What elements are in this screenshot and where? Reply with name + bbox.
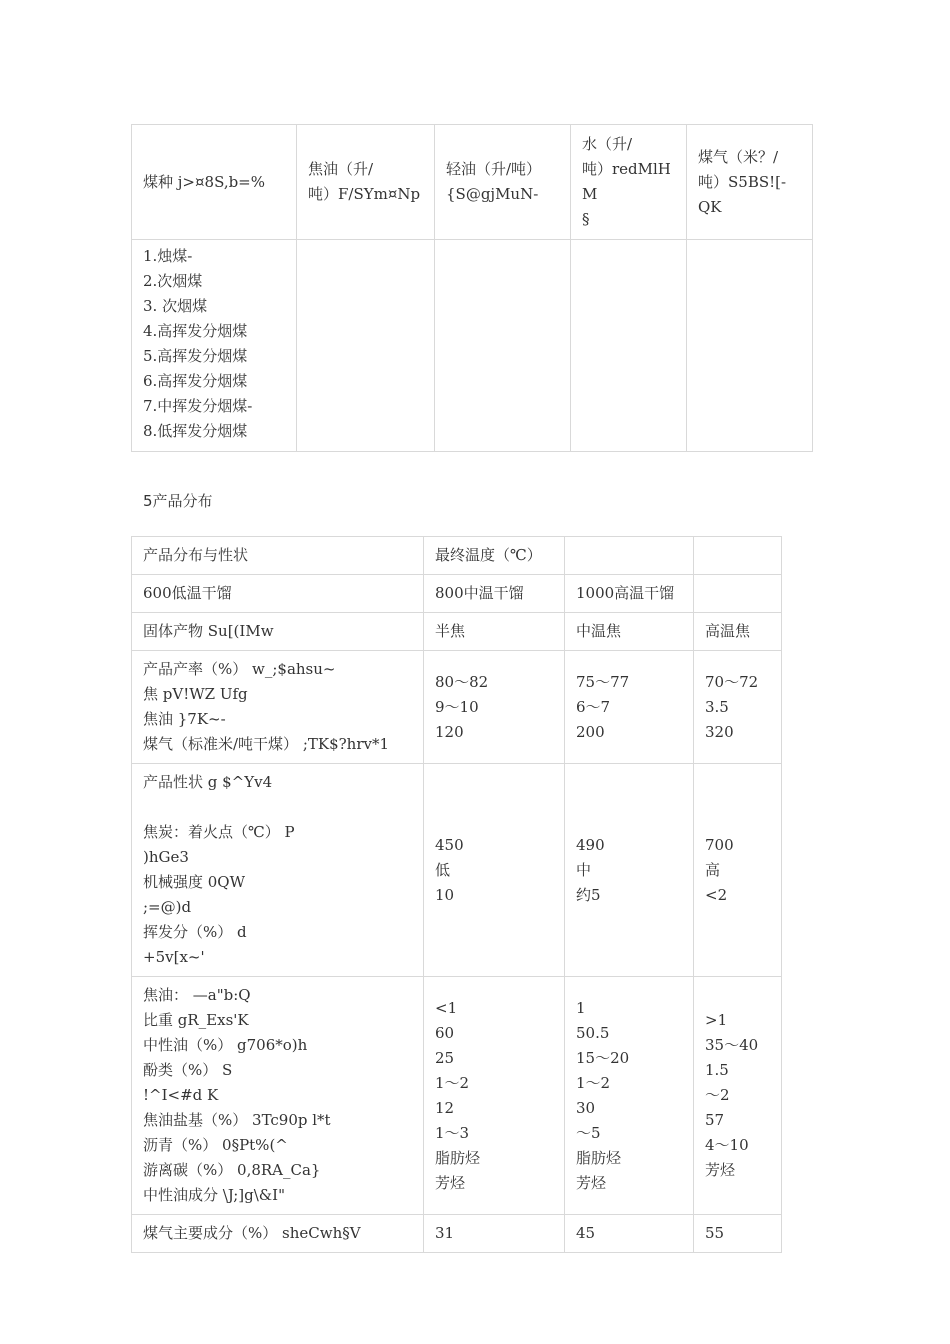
table-cell — [694, 537, 782, 575]
table-cell: 80～82 9～10 120 — [424, 651, 565, 764]
list-item: 7.中挥发分烟煤- — [143, 397, 253, 415]
table-cell: 800中温干馏 — [424, 575, 565, 613]
table-cell: 31 — [424, 1215, 565, 1253]
section-title: 5产品分布 — [143, 492, 213, 510]
table-cell: 煤气主要成分（%） sheCwh§V — [132, 1215, 424, 1253]
table-cell: 产品分布与性状 — [132, 537, 424, 575]
tar-cell — [297, 240, 435, 452]
table-cell — [694, 575, 782, 613]
table-cell: 55 — [694, 1215, 782, 1253]
gas-cell — [687, 240, 813, 452]
table-row — [132, 651, 782, 764]
table-cell: 700 高 <2 — [694, 764, 782, 977]
list-item: 1.烛煤- — [143, 247, 193, 265]
list-item: 3. 次烟煤 — [143, 297, 208, 315]
header-gas: 煤气（米？/ 吨）S5BS![- QK — [687, 125, 813, 240]
table-row — [132, 575, 782, 613]
table-cell: 半焦 — [424, 613, 565, 651]
header-light-oil: 轻油（升/吨） {S@gjMuN- — [435, 125, 571, 240]
coal-type-list — [132, 240, 297, 452]
table-cell: 中温焦 — [565, 613, 694, 651]
list-item: 8.低挥发分烟煤 — [143, 422, 248, 440]
light-oil-cell — [435, 240, 571, 452]
header-coal-type: 煤种 j>¤8S,b=% — [132, 125, 297, 240]
list-item: 5.高挥发分烟煤 — [143, 347, 248, 365]
table-row — [132, 613, 782, 651]
table-cell: 高温焦 — [694, 613, 782, 651]
table-header-row — [132, 125, 813, 240]
table-cell: <1 60 25 1～2 12 1～3 脂肪烃 芳烃 — [424, 977, 565, 1215]
table-row — [132, 537, 782, 575]
table-cell: 450 低 10 — [424, 764, 565, 977]
table-cell: 1 50.5 15～20 1～2 30 ～5 脂肪烃 芳烃 — [565, 977, 694, 1215]
table-cell: 70～72 3.5 320 — [694, 651, 782, 764]
table-cell: 45 — [565, 1215, 694, 1253]
table-row — [132, 977, 782, 1215]
table-cell: 490 中 约5 — [565, 764, 694, 977]
header-water: 水（升/ 吨）redMlHM § — [571, 125, 687, 240]
table-cell: 最终温度（℃） — [424, 537, 565, 575]
table-cell: 固体产物 Su[(IMw — [132, 613, 424, 651]
table-cell: >1 35～40 1.5 ～2 57 4～10 芳烃 — [694, 977, 782, 1215]
list-item: 2.次烟煤 — [143, 272, 203, 290]
list-item: 6.高挥发分烟煤 — [143, 372, 248, 390]
product-distribution-table — [131, 536, 782, 1253]
table-cell: 600低温干馏 — [132, 575, 424, 613]
table-cell: 75～77 6～7 200 — [565, 651, 694, 764]
header-tar: 焦油（升/ 吨）F/SYm¤Np — [297, 125, 435, 240]
table-row — [132, 240, 813, 452]
table-cell: 产品产率（%） w_;$ahsu~ 焦 pV!WZ Ufg 焦油 }7K~- 煤气（标准米/吨干煤） ;TK$?hrv*1 — [132, 651, 424, 764]
list-item: 4.高挥发分烟煤 — [143, 322, 248, 340]
table-cell: 1000高温干馏 — [565, 575, 694, 613]
water-cell — [571, 240, 687, 452]
table-row — [132, 764, 782, 977]
table-cell: 焦油： —a"b:Q 比重 gR_Exs'K 中性油（%） g706*o)h 酚类（%） S !^I<#d K 焦油盐基（%） 3Tc90p l*t 沥青（%） 0§Pt%(^ 游离碳（%） 0,8RA_Ca} 中性油成分 \J;]g\&I" — [132, 977, 424, 1215]
table-cell — [565, 537, 694, 575]
table-cell: 产品性状 g $^Yv4 焦炭：着火点（℃） P )hGe3 机械强度 0QW ;=@)d 挥发分（%） d +5v[x~' — [132, 764, 424, 977]
table-row — [132, 1215, 782, 1253]
coal-carbonization-table — [131, 124, 813, 452]
